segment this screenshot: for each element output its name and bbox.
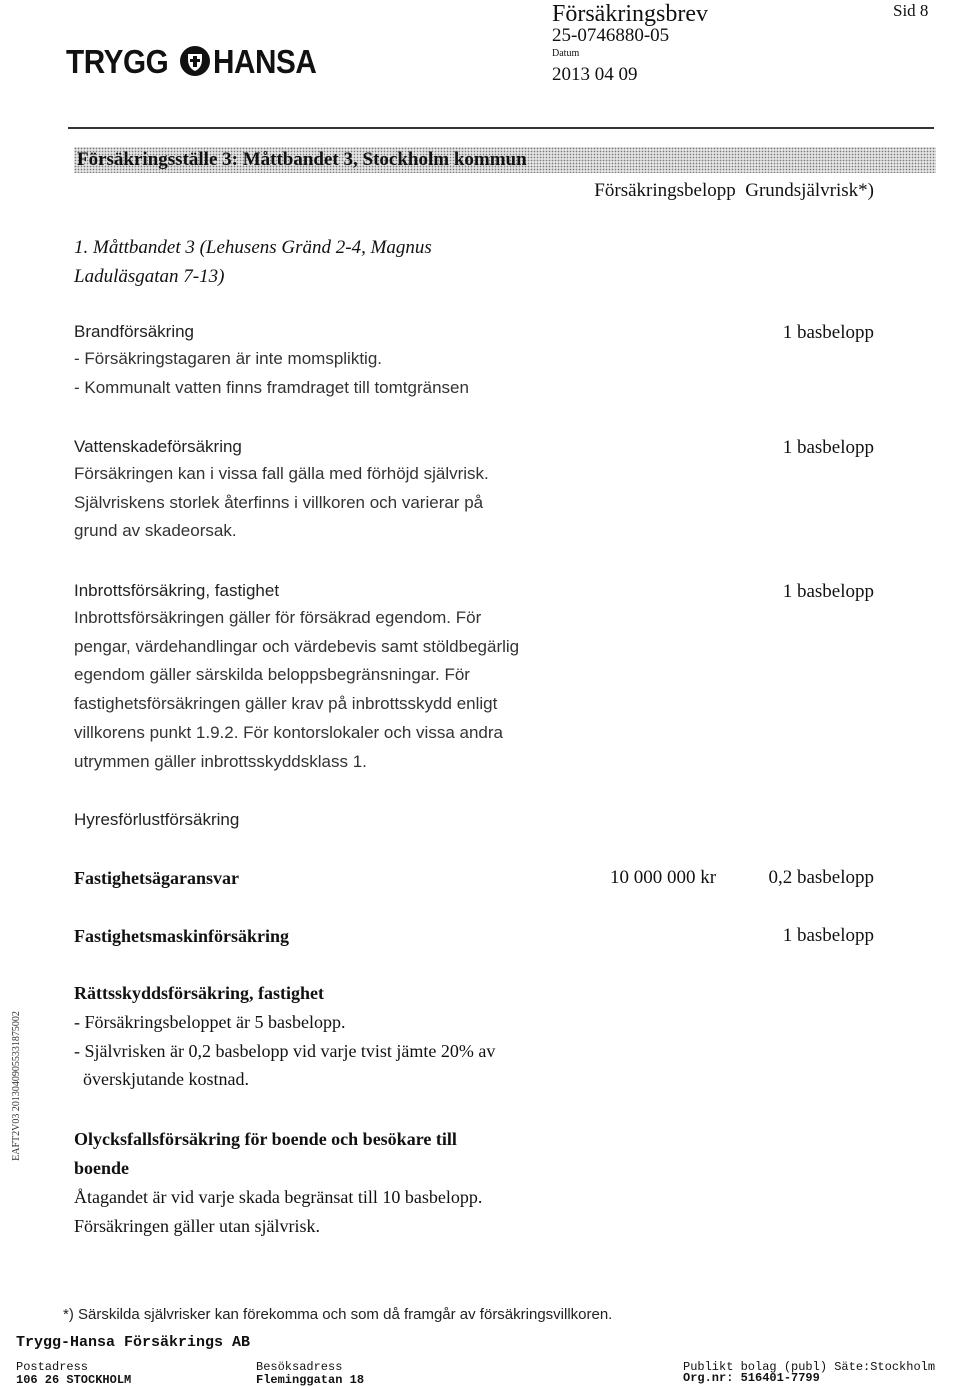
coverage-line: Självriskens storlek återfinns i villkoren och varierar på: [74, 492, 484, 512]
address-line: Laduläsgatan 7-13): [74, 266, 225, 287]
coverage-brand: [74, 321, 544, 402]
shield-crest-icon: [176, 44, 214, 78]
footnote: *) Särskilda självrisker kan förekomma och som då framgår av försäkringsvillkoren.: [63, 1306, 613, 1323]
logo-text-right: HANSA: [213, 43, 317, 80]
document-number: 25-0746880-05: [552, 25, 670, 46]
coverage-amount: 0,2 basbelopp: [768, 867, 874, 888]
coverage-line: - Kommunalt vatten finns framdraget till tomtgränsen: [74, 377, 469, 397]
column-headings: Försäkringsbelopp Grundsjälvrisk*): [594, 180, 874, 201]
insured-address: [74, 233, 514, 291]
coverage-inbrott: [74, 580, 544, 776]
coverage-sum: 10 000 000 kr: [610, 867, 717, 888]
coverage-line: - Försäkringstagaren är inte momspliktig.: [74, 349, 383, 368]
footer-postal-label: Postadress: [16, 1360, 89, 1374]
coverage-title: Brandförsäkring: [74, 322, 195, 341]
coverage-line: pengar, värdehandlingar och värdebevis samt stöldbegärlig: [74, 636, 520, 656]
coverage-line: Försäkringen kan i vissa fall gälla med förhöjd självrisk.: [74, 464, 489, 483]
coverage-amount: 1 basbelopp: [782, 581, 874, 602]
coverage-line: Inbrottsförsäkringen gäller för försäkrad egendom. För: [74, 608, 482, 627]
coverage-hyresforlust: [74, 809, 544, 831]
coverage-fastighetsmaskin: [74, 925, 544, 947]
coverage-amount: 1 basbelopp: [782, 925, 874, 946]
coverage-title: Olycksfallsförsäkring för boende och besökare till: [74, 1129, 457, 1149]
coverage-line: villkorens punkt 1.9.2. För kontorslokaler och vissa andra: [74, 722, 503, 742]
coverage-line: överskjutande kostnad.: [83, 1069, 249, 1090]
document-title: Försäkringsbrev: [552, 1, 708, 27]
coverage-line: - Försäkringsbeloppet är 5 basbelopp.: [74, 1012, 346, 1032]
coverage-olycksfall: [74, 1125, 574, 1240]
coverage-line: Försäkringen gäller utan självrisk.: [74, 1215, 320, 1236]
date-label: Datum: [552, 48, 580, 59]
section-heading: Försäkringsställe 3: Måttbandet 3, Stockholm kommun: [77, 149, 527, 170]
document-side-code: EAFT2V03 20130409055331875002: [11, 1011, 22, 1161]
header-divider: [68, 127, 934, 129]
coverage-title: Inbrottsförsäkring, fastighet: [74, 581, 280, 600]
coverage-amount: 1 basbelopp: [782, 322, 874, 343]
coverage-title: Rättsskyddsförsäkring, fastighet: [74, 983, 325, 1003]
coverage-line: fastighetsförsäkringen gäller krav på inbrottsskydd enligt: [74, 694, 498, 714]
coverage-amount: 1 basbelopp: [782, 437, 874, 458]
address-line: 1. Måttbandet 3 (Lehusens Gränd 2-4, Magnus: [74, 237, 432, 258]
coverage-title: Vattenskadeförsäkring: [74, 437, 242, 456]
footer-orgnr: Org.nr: 516401-7799: [683, 1371, 820, 1385]
coverage-title: Hyresförlustförsäkring: [74, 810, 240, 829]
date-value: 2013 04 09: [552, 64, 638, 85]
footer-postal-value: 106 26 STOCKHOLM: [16, 1373, 132, 1387]
coverage-title: boende: [74, 1158, 130, 1178]
coverage-vattenskada: [74, 436, 544, 546]
logo-text-left: TRYGG: [66, 43, 169, 80]
coverage-line: grund av skadeorsak.: [74, 521, 237, 541]
footer-company: Trygg-Hansa Försäkrings AB: [16, 1334, 251, 1351]
footer-publ-label: Publikt bolag (publ) Säte:Stockholm: [683, 1360, 936, 1374]
coverage-line: egendom gäller särskilda beloppsbegränsningar. För: [74, 665, 470, 685]
coverage-fastighetsagaransvar: [74, 867, 544, 889]
coverage-line: Åtagandet är vid varje skada begränsat till 10 basbelopp.: [74, 1187, 483, 1207]
coverage-line: utrymmen gäller inbrottsskyddsklass 1.: [74, 751, 367, 771]
coverage-title: Fastighetsmaskinförsäkring: [74, 926, 290, 946]
coverage-line: - Självrisken är 0,2 basbelopp vid varje tvist jämte 20% av: [74, 1040, 496, 1061]
page-number: Sid 8: [893, 1, 929, 20]
coverage-rattsskydd: [74, 982, 544, 1094]
footer-visit-label: Besöksadress: [256, 1360, 343, 1374]
trygg-hansa-logo: [66, 38, 316, 84]
coverage-title: Fastighetsägaransvar: [74, 868, 239, 888]
footer-visit-value: Fleminggatan 18: [256, 1373, 365, 1387]
